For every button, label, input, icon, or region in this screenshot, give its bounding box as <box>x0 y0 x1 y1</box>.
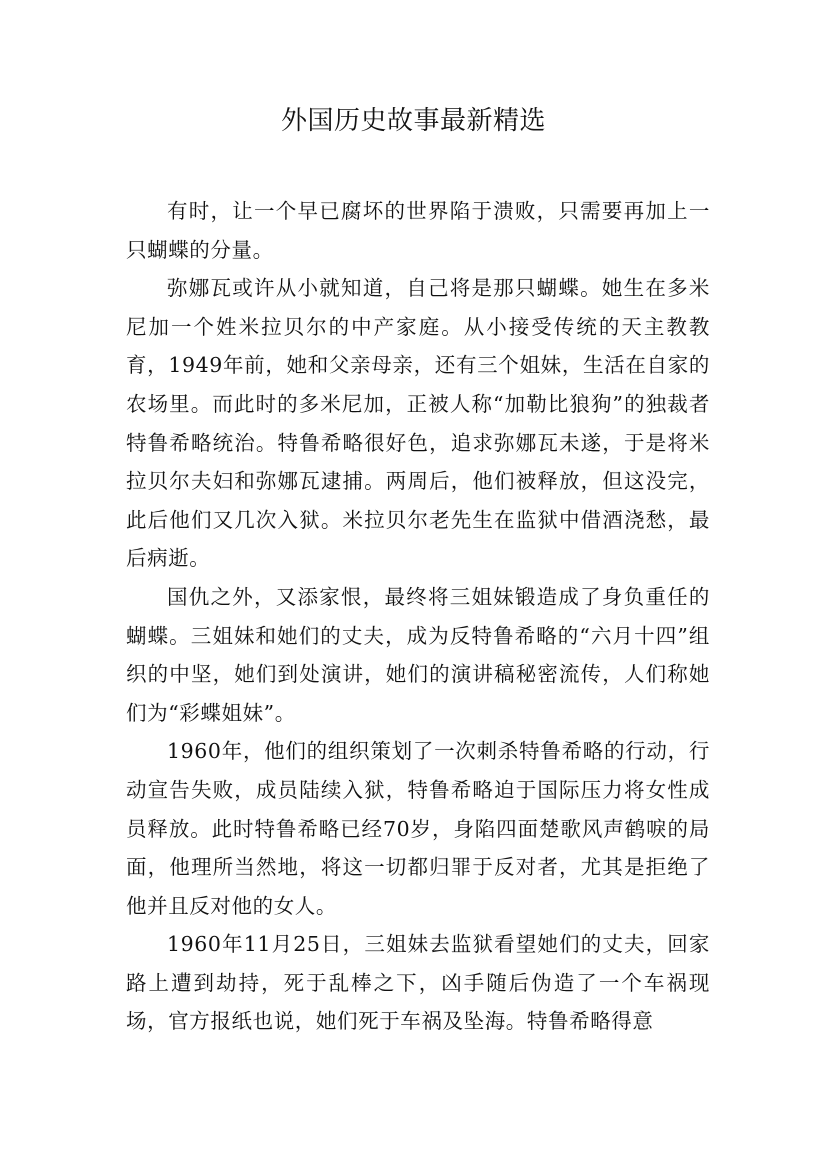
paragraph-4: 1960年，他们的组织策划了一次刺杀特鲁希略的行动，行动宣告失败，成员陆续入狱，特鲁希略迫于国际压力将女性成员释放。此时特鲁希略已经70岁，身陷四面楚歌风声鹤唳的局面，他理所当然地，将这一切都归罪于反对者，尤其是拒绝了他并且反对他的女人。 <box>126 739 710 918</box>
paragraph-2: 弥娜瓦或许从小就知道，自己将是那只蝴蝶。她生在多米尼加一个姓米拉贝尔的中产家庭。从小接受传统的天主教教育，1949年前，她和父亲母亲，还有三个姐妹，生活在自家的农场里。而此时的多米尼加，正被人称“加勒比狼狗”的独裁者特鲁希略统治。特鲁希略很好色，追求弥娜瓦未遂，于是将米拉贝尔夫妇和弥娜瓦逮捕。两周后，他们被释放，但这没完，此后他们又几次入狱。米拉贝尔老先生在监狱中借酒浇愁，最后病逝。 <box>126 276 710 571</box>
paragraph-3: 国仇之外，又添家恨，最终将三姐妹锻造成了身负重任的蝴蝶。三姐妹和她们的丈夫，成为反特鲁希略的“六月十四”组织的中坚，她们到处演讲，她们的演讲稿秘密流传，人们称她们为“彩蝶姐妹”。 <box>126 584 710 725</box>
paragraph-1: 有时，让一个早已腐坏的世界陷于溃败，只需要再加上一只蝴蝶的分量。 <box>126 199 710 262</box>
document-body <box>126 192 710 1041</box>
document-title: 外国历史故事最新精选 <box>280 106 546 136</box>
paragraph-5: 1960年11月25日，三姐妹去监狱看望她们的丈夫，回家路上遭到劫持，死于乱棒之下，凶手随后伪造了一个车祸现场，官方报纸也说，她们死于车祸及坠海。特鲁希略得意 <box>126 932 710 1034</box>
